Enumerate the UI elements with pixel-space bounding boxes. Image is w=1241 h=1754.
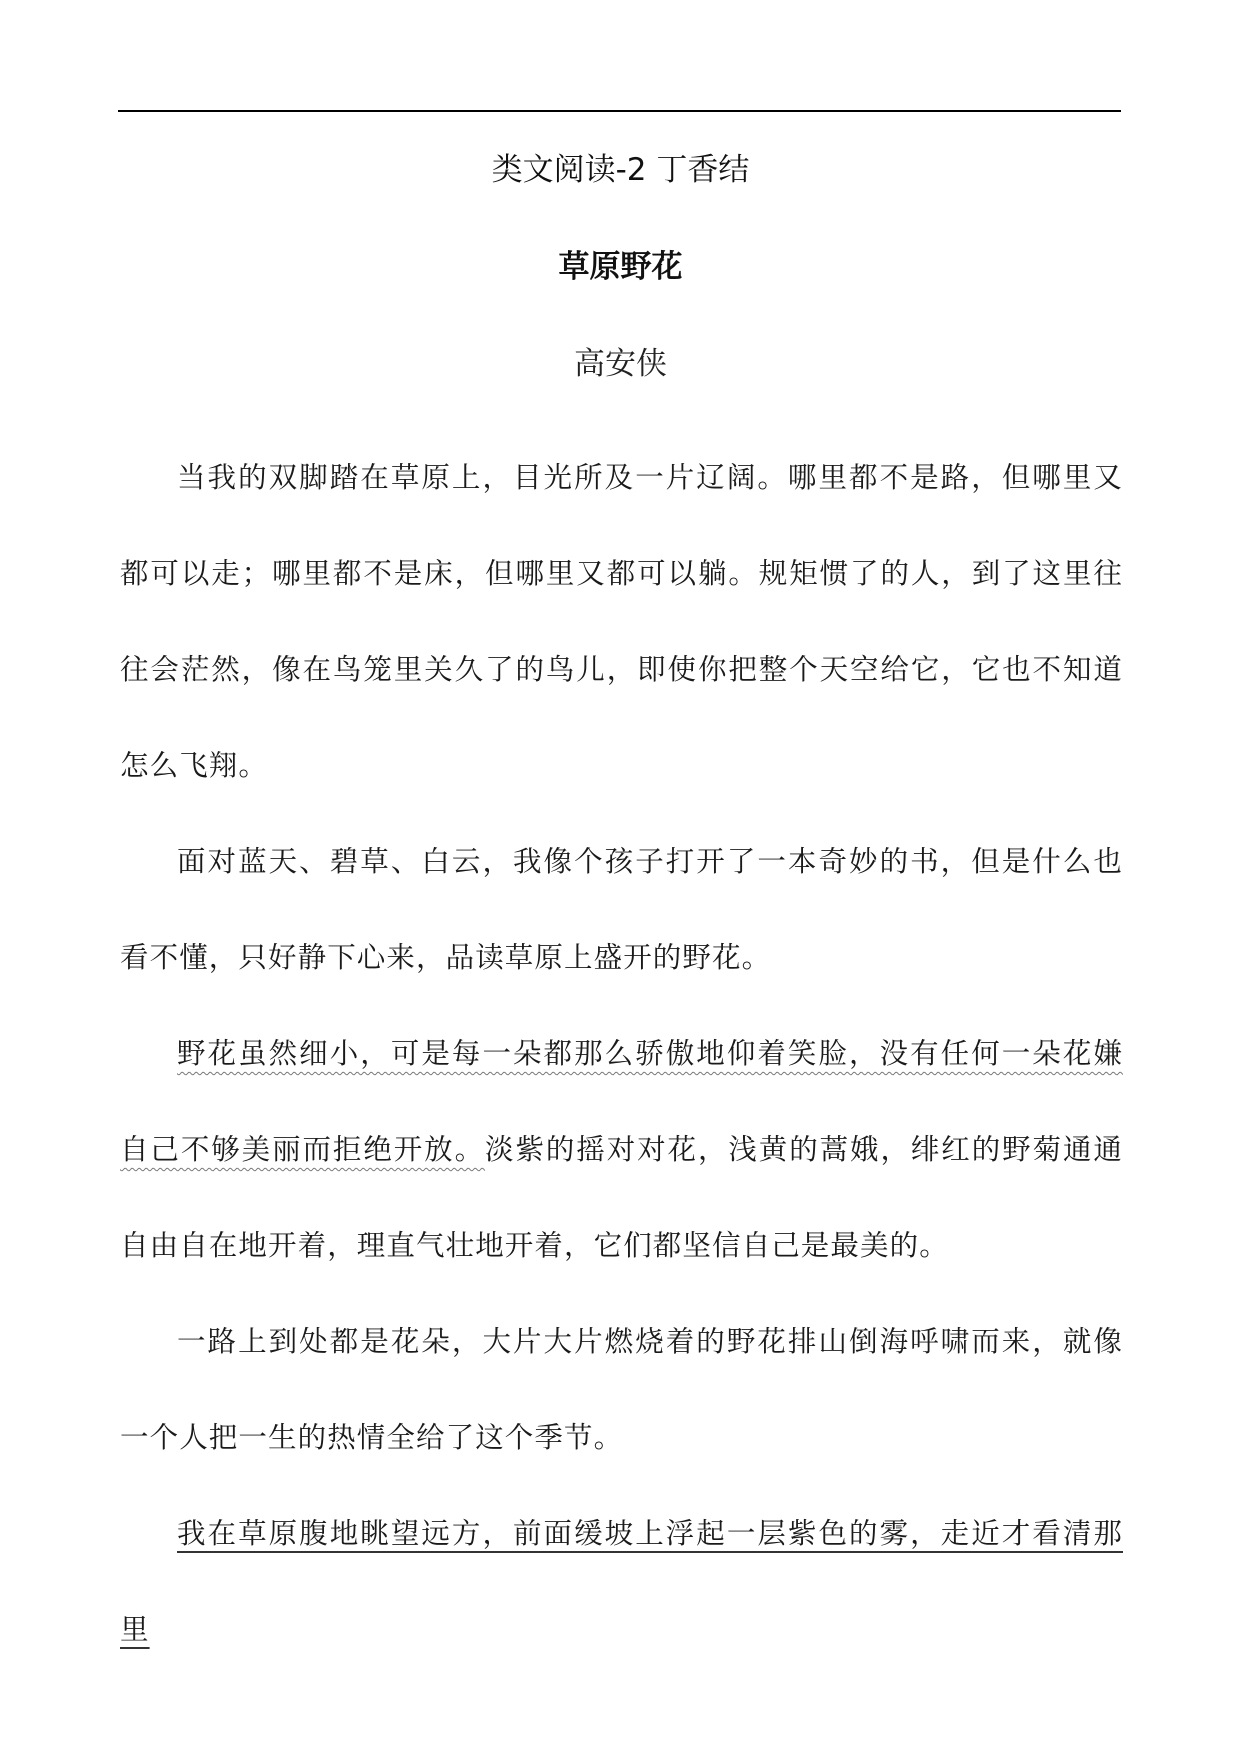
paragraph-3-text: 淡紫的摇对对花，浅黄的蒿娥，绯红的野菊通通自由自在地开着，理直气壮地开着，它们都坚信自己是最美的。	[120, 1133, 1123, 1262]
paragraph-3	[120, 1006, 1123, 1294]
article-title: 草原野花	[558, 249, 683, 285]
paragraph-5	[120, 1486, 1123, 1678]
paragraph-1-text: 当我的双脚踏在草原上，目光所及一片辽阔。哪里都不是路，但哪里又都可以走；哪里都不是床，但哪里又都可以躺。规矩惯了的人，到了这里往往会茫然，像在鸟笼里关久了的鸟儿，即使你把整个天空给它，它也不知道怎么飞翔。	[120, 461, 1123, 782]
paragraph-2	[120, 814, 1123, 1006]
paragraph-4-text: 一路上到处都是花朵，大片大片燃烧着的野花排山倒海呼啸而来，就像一个人把一生的热情全给了这个季节。	[120, 1325, 1123, 1454]
wavy-underlined-sentence: 野花虽然细小，可是每一朵都那么骄傲地仰着笑脸，没有任何一朵花嫌自己不够美丽而拒绝开放。	[120, 1037, 1123, 1166]
paragraph-4	[120, 1294, 1123, 1486]
paragraph-2-text: 面对蓝天、碧草、白云，我像个孩子打开了一本奇妙的书，但是什么也看不懂，只好静下心来，品读草原上盛开的野花。	[120, 845, 1123, 974]
article-body	[120, 430, 1123, 1678]
document-header-title: 类文阅读-2 丁香结	[491, 152, 750, 188]
underlined-sentence: 我在草原腹地眺望远方，前面缓坡上浮起一层紫色的雾，走近才看清那里	[120, 1517, 1123, 1646]
paragraph-1	[120, 430, 1123, 814]
header-rule	[118, 110, 1121, 112]
article-author: 高安侠	[574, 346, 667, 382]
